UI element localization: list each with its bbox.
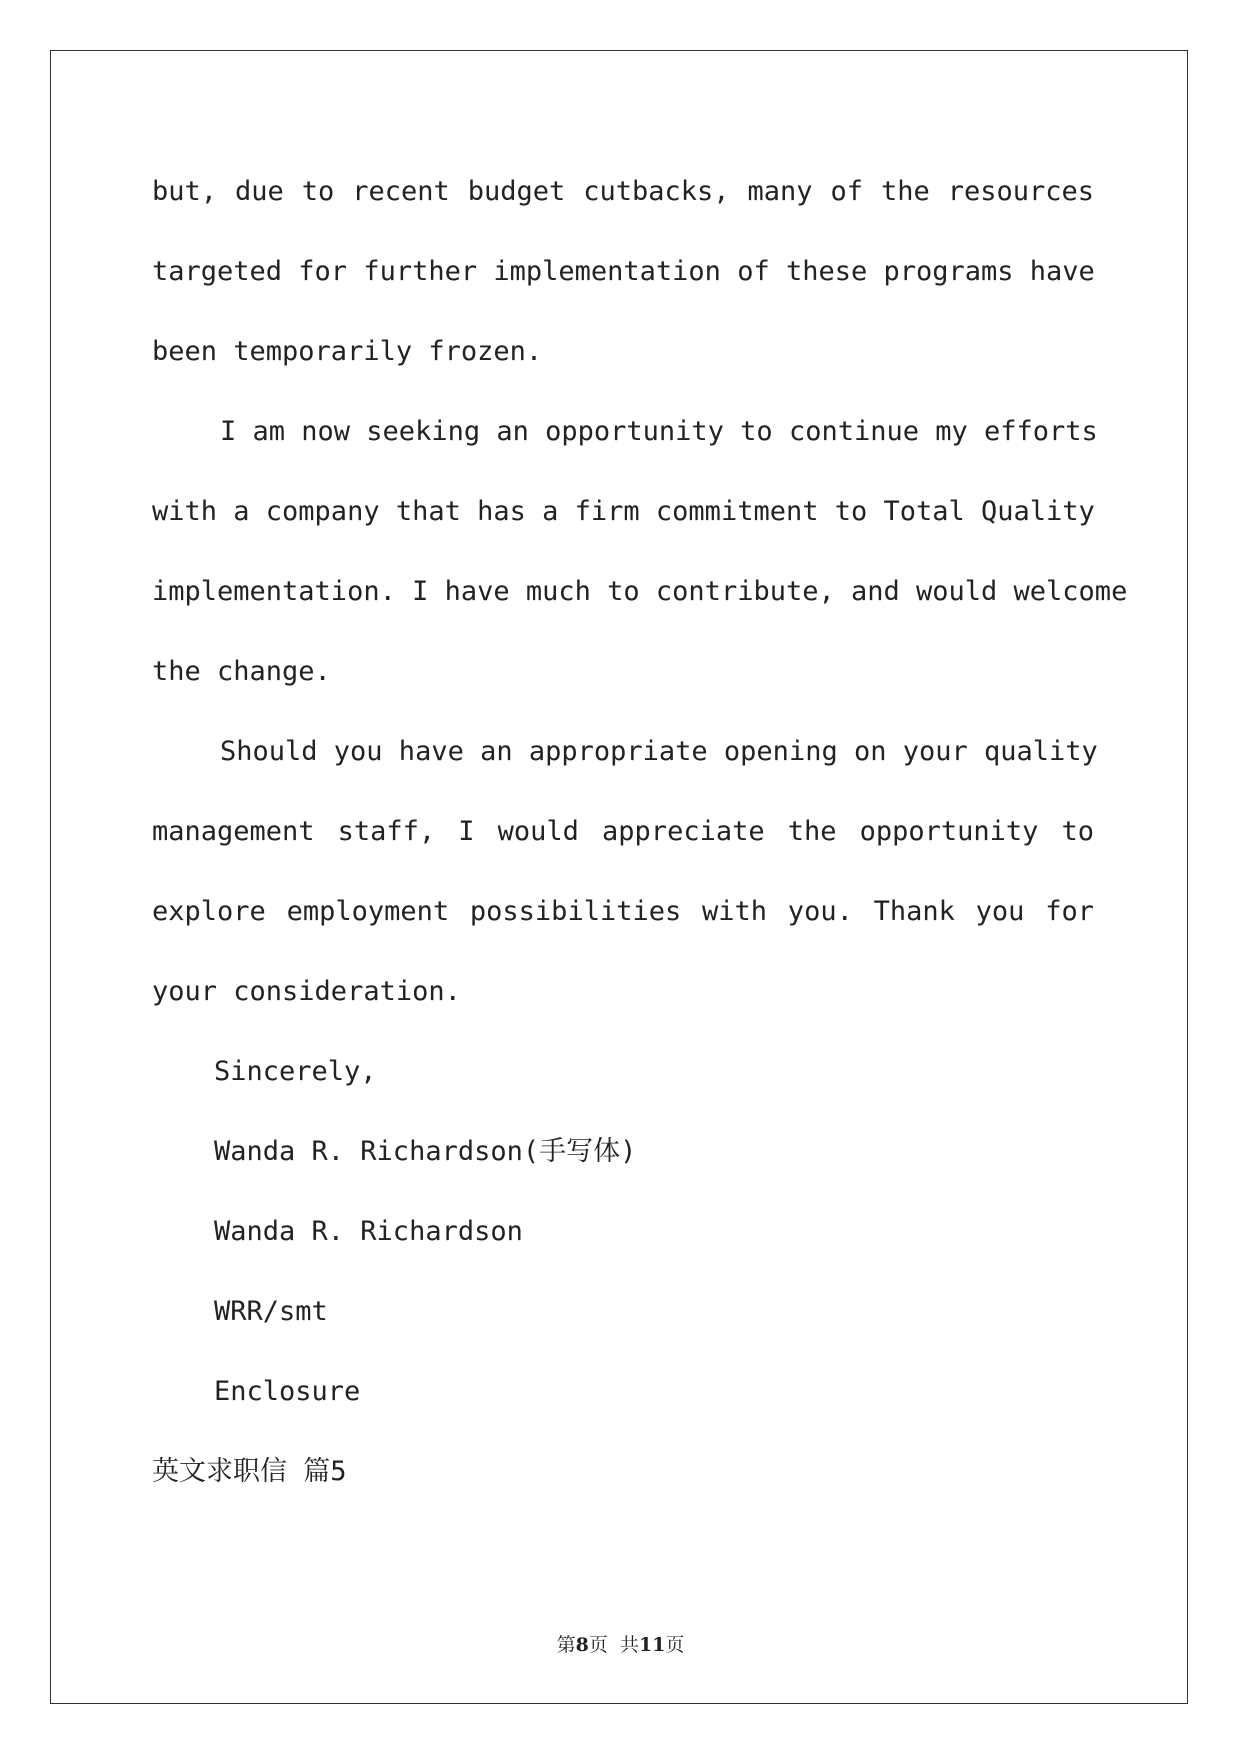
body-line: your consideration. xyxy=(152,976,461,1007)
body-line: targeted for further implementation of these programs have xyxy=(152,256,1095,287)
section-heading: 英文求职信 篇5 xyxy=(152,1456,347,1487)
closing-salutation: Sincerely, xyxy=(214,1056,377,1087)
signer-name: Wanda R. Richardson xyxy=(214,1216,523,1247)
body-line: with a company that has a firm commitment to Total Quality xyxy=(152,496,1095,527)
body-line: management staff, I would appreciate the opportunity to xyxy=(152,816,1094,847)
total-page-count: 11 xyxy=(638,1634,666,1656)
enclosure-note: Enclosure xyxy=(214,1376,361,1407)
current-page-number: 8 xyxy=(575,1634,589,1656)
body-line: but, due to recent budget cutbacks, many of the resources xyxy=(152,176,1094,207)
body-line: explore employment possibilities with you. Thank you for xyxy=(152,896,1094,927)
reference-initials: WRR/smt xyxy=(214,1296,328,1327)
page-suffix: 页 xyxy=(665,1634,685,1656)
body-line: I am now seeking an opportunity to continue my efforts xyxy=(220,416,1098,447)
page-prefix: 第 xyxy=(556,1634,576,1656)
body-line: implementation. I have much to contribute, and would welcome xyxy=(152,576,1128,607)
handwritten-signature-note: Wanda R. Richardson(手写体) xyxy=(214,1136,637,1167)
body-line: the change. xyxy=(152,656,331,687)
page-mid: 页 共 xyxy=(588,1634,639,1656)
page-footer xyxy=(0,1630,1241,1657)
body-line: been temporarily frozen. xyxy=(152,336,543,367)
body-line: Should you have an appropriate opening on your quality xyxy=(220,736,1098,767)
